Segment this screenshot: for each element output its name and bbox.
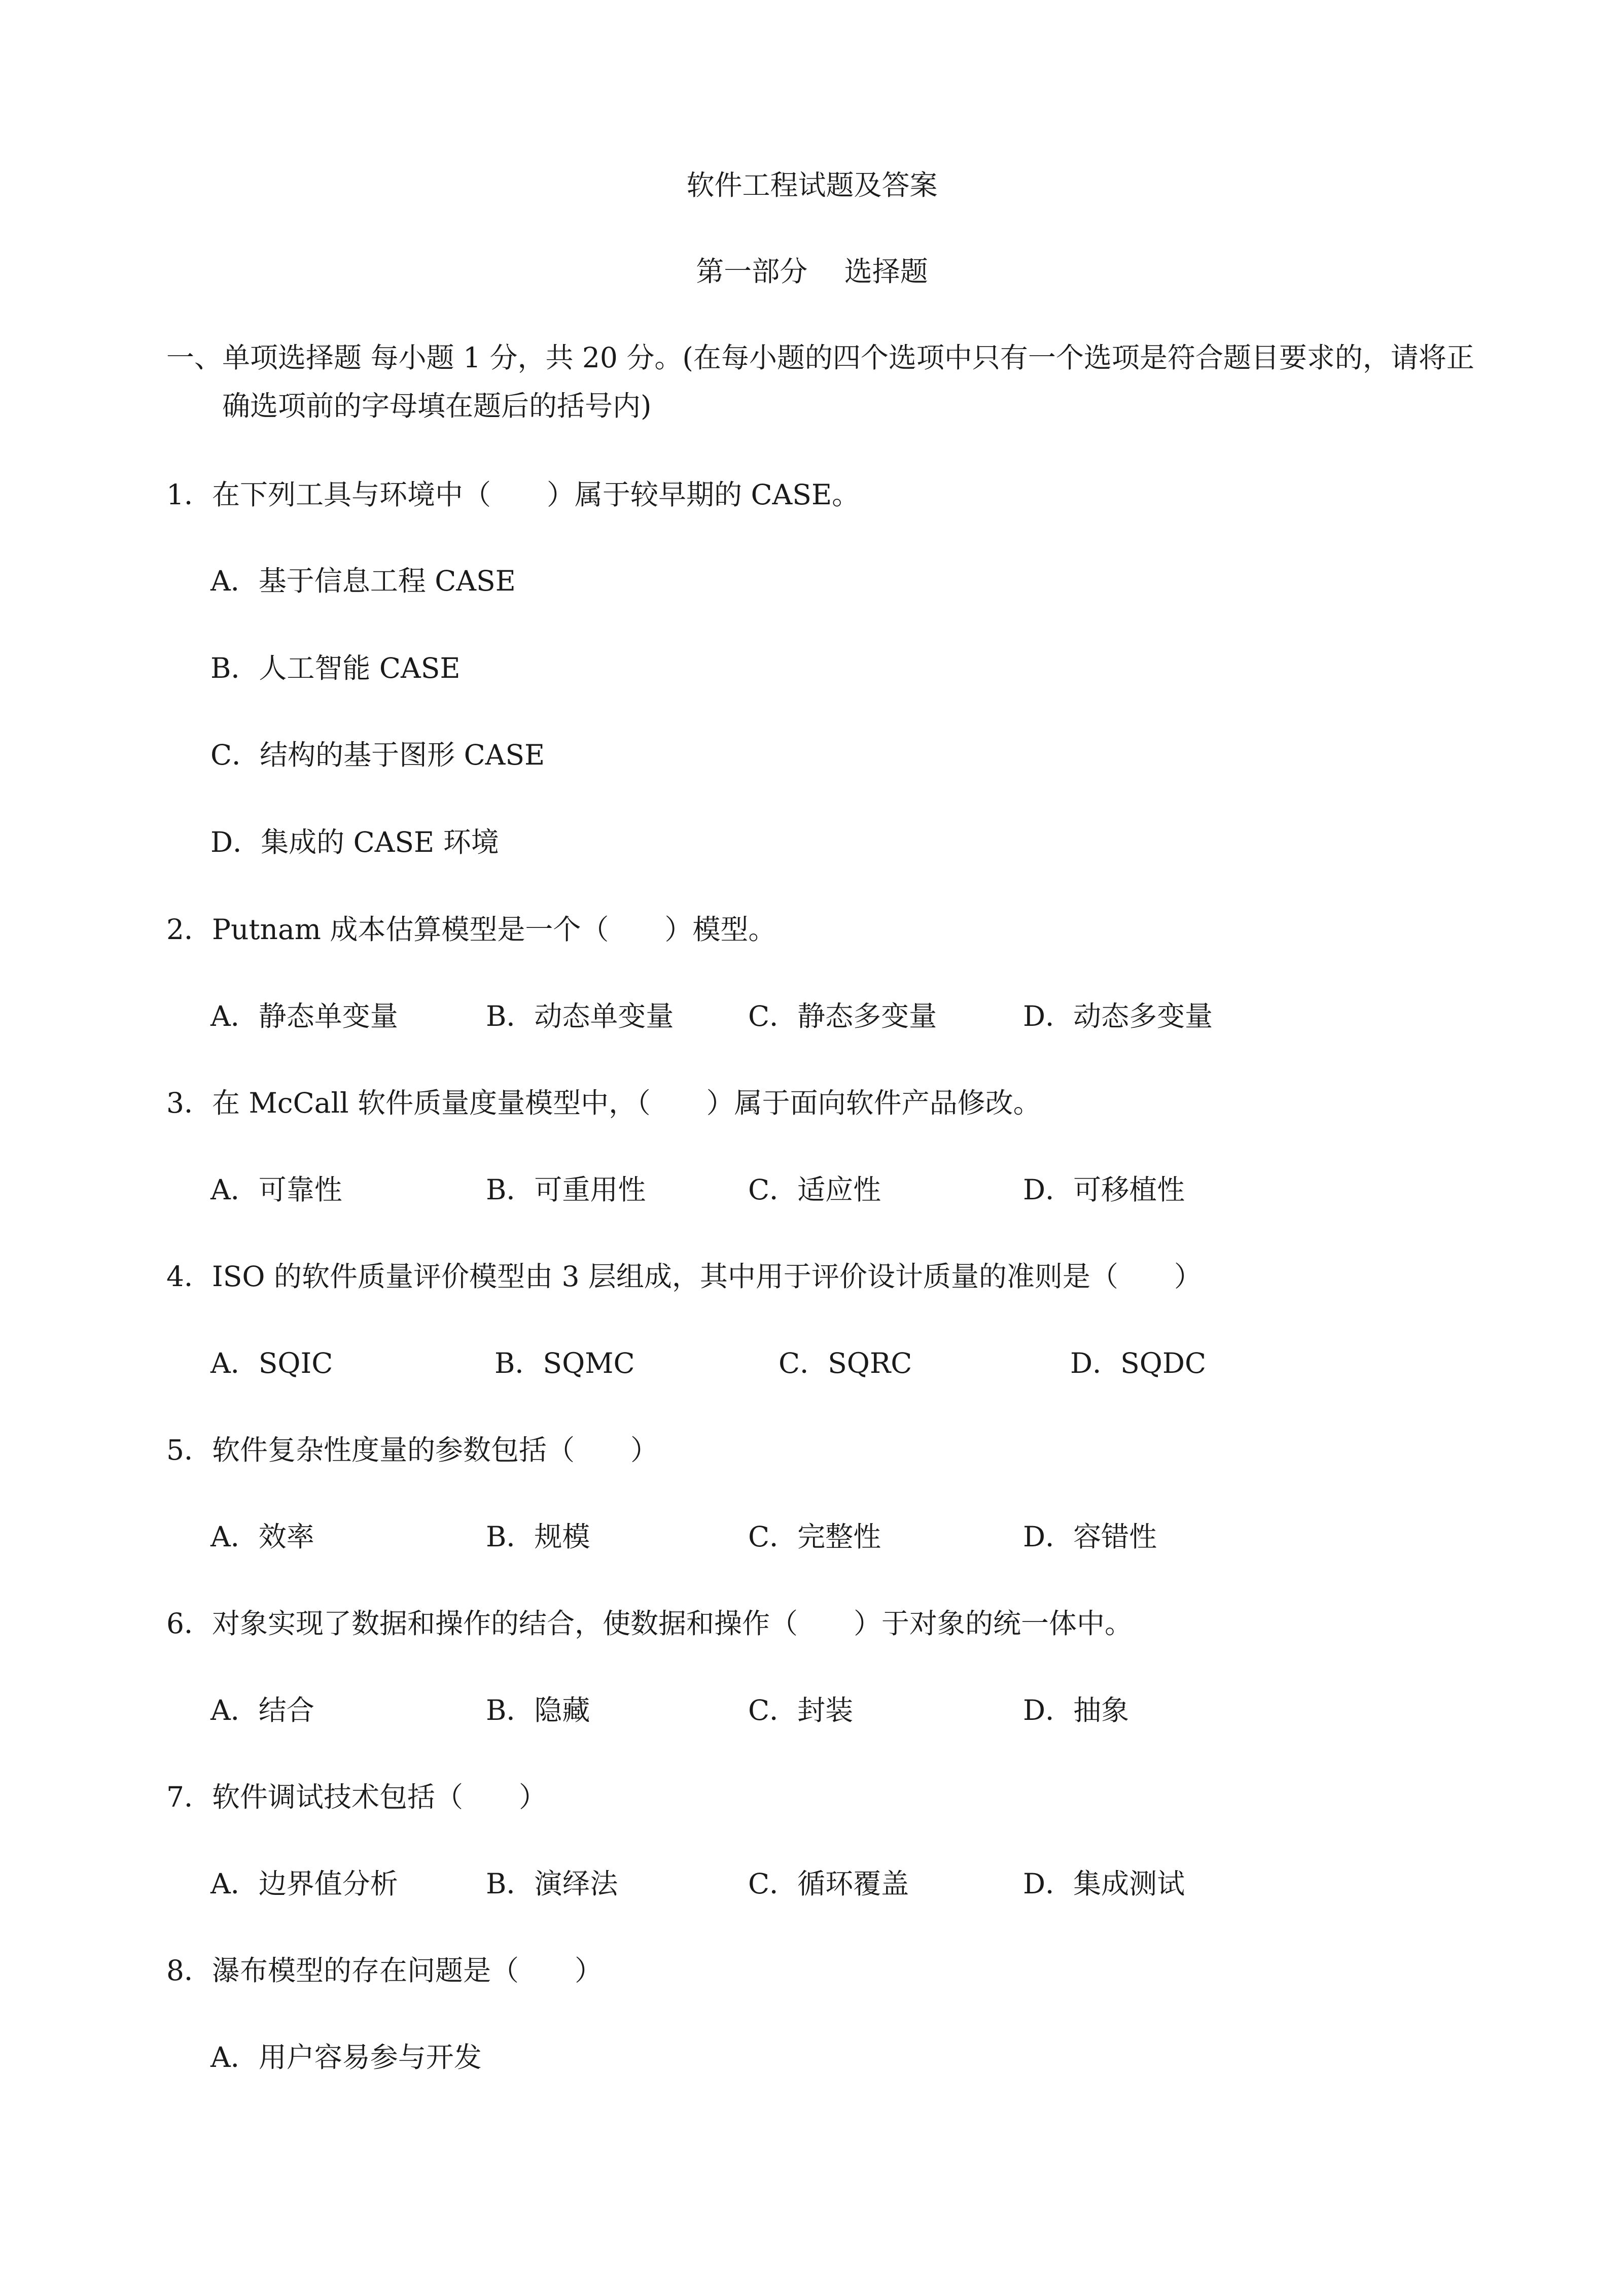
option-b: B．隐藏	[486, 1694, 590, 1726]
option-a: A．可靠性	[210, 1173, 342, 1206]
option-a: A．静态单变量	[210, 1000, 398, 1032]
question-stem: 7．软件调试技术包括（ ）	[166, 1781, 547, 1813]
option-b: B．规模	[486, 1520, 590, 1553]
option-d: D．SQDC	[1070, 1347, 1207, 1379]
option-b: B．人工智能 CASE	[210, 652, 461, 684]
option-d: D．集成测试	[1023, 1868, 1185, 1900]
option-c: C．SQRC	[779, 1347, 912, 1379]
option-b: B．演绎法	[486, 1868, 618, 1900]
option-c: C．循环覆盖	[748, 1868, 909, 1900]
document-title: 软件工程试题及答案	[686, 169, 938, 201]
question-stem: 5．软件复杂性度量的参数包括（ ）	[166, 1434, 658, 1466]
option-d: D．抽象	[1023, 1694, 1129, 1726]
option-a: A．边界值分析	[210, 1868, 398, 1900]
question-stem: 3．在 McCall 软件质量度量模型中，（ ）属于面向软件产品修改。	[166, 1087, 1041, 1119]
option-a: A．结合	[210, 1694, 314, 1726]
option-c: C．静态多变量	[748, 1000, 937, 1032]
question-stem: 8．瀑布模型的存在问题是（ ）	[166, 1954, 603, 1987]
option-c: C．封装	[748, 1694, 854, 1726]
option-b: B．动态单变量	[486, 1000, 674, 1032]
option-c: C．结构的基于图形 CASE	[210, 739, 545, 771]
option-d: D．集成的 CASE 环境	[210, 826, 499, 858]
section-heading-continued: 确选项前的字母填在题后的括号内)	[222, 390, 652, 422]
section-heading: 一、单项选择题 每小题 1 分，共 20 分。(在每小题的四个选项中只有一个选项是符合题目要求的，请将正	[166, 341, 1474, 374]
question-stem: 4．ISO 的软件质量评价模型由 3 层组成，其中用于评价设计质量的准则是（ ）	[166, 1260, 1202, 1293]
part-heading: 第一部分 选择题	[696, 255, 928, 288]
option-a: A．SQIC	[210, 1347, 333, 1379]
question-stem: 1．在下列工具与环境中（ ）属于较早期的 CASE。	[166, 478, 860, 511]
option-a: A．基于信息工程 CASE	[210, 565, 516, 597]
question-stem: 2．Putnam 成本估算模型是一个（ ）模型。	[166, 913, 776, 946]
option-d: D．可移植性	[1023, 1173, 1185, 1206]
option-c: C．适应性	[748, 1173, 881, 1206]
option-d: D．动态多变量	[1023, 1000, 1213, 1032]
option-b: B．可重用性	[486, 1173, 646, 1206]
option-d: D．容错性	[1023, 1520, 1157, 1553]
option-b: B．SQMC	[495, 1347, 635, 1379]
option-a: A．用户容易参与开发	[210, 2041, 482, 2073]
option-a: A．效率	[210, 1520, 314, 1553]
option-c: C．完整性	[748, 1520, 881, 1553]
question-stem: 6．对象实现了数据和操作的结合，使数据和操作（ ）于对象的统一体中。	[166, 1607, 1133, 1640]
